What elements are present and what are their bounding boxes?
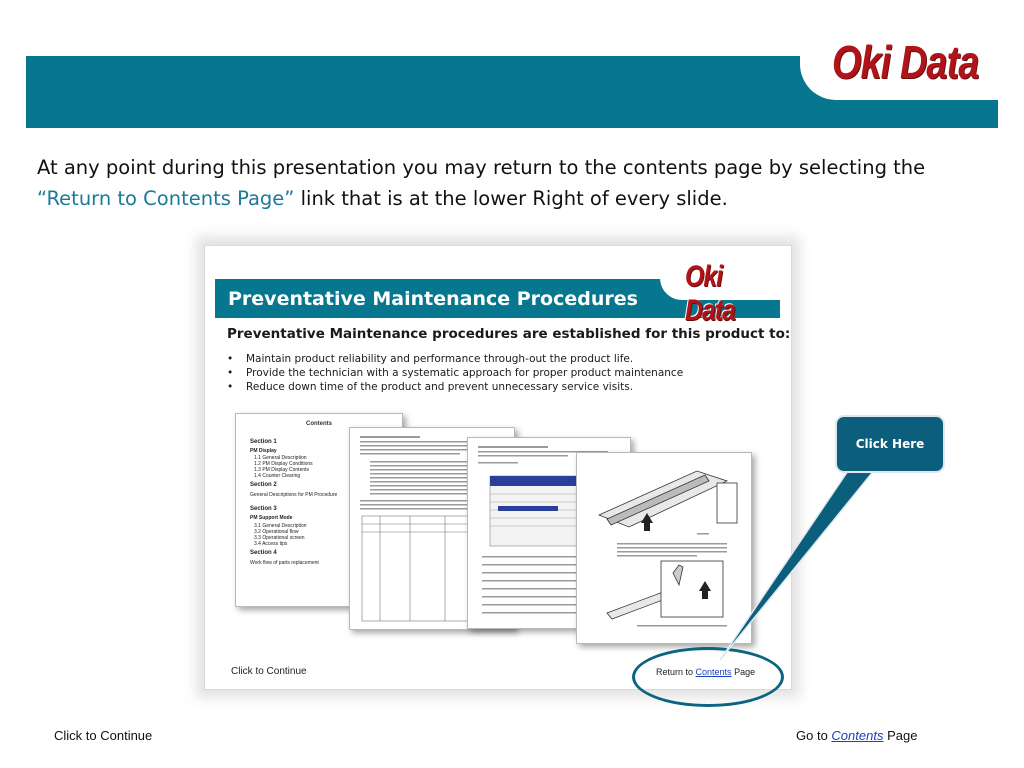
goto-contents-link: [796, 728, 917, 743]
toc-item: 3.1 General Description: [254, 523, 307, 529]
toc-item: 3.4 Access tips: [254, 541, 288, 547]
toc-section-heading: Section 1: [250, 439, 277, 445]
click-here-button[interactable]: Click Here: [855, 437, 925, 451]
toc-item: 3.3 Operational screen: [254, 535, 305, 541]
slide-subtitle: Preventative Maintenance procedures are established for this product to:: [227, 326, 791, 342]
contents-page-title: Contents: [306, 421, 332, 427]
toc-section-heading: Section 4: [250, 550, 277, 556]
goto-prefix: Go to: [796, 728, 832, 743]
intro-text: [37, 152, 997, 214]
toc-item: 3.2 Operational flow: [254, 529, 299, 535]
toc-item: 1.1 General Description: [254, 455, 307, 461]
slide-oki-data-logo: Oki Data: [685, 260, 736, 327]
oki-data-logo: Oki Data: [832, 36, 979, 88]
slide-bullet: • Maintain product reliability and performance through-out the product life.: [227, 352, 683, 366]
toc-section-sub: General Descriptions for PM Procedure: [250, 492, 338, 498]
toc-item: 1.4 Counter Clearing: [254, 473, 301, 479]
slide-bullet: • Provide the technician with a systematic approach for proper product maintenance: [227, 366, 683, 380]
slide-return-contents-link: Contents: [695, 667, 732, 677]
toc-section-sub: PM Display: [250, 448, 277, 454]
toc-item: 1.3 PM Display Contents: [254, 467, 310, 473]
intro-text-before: At any point during this presentation you may return to the contents page by selecting the: [37, 156, 926, 179]
intro-text-after: link that is at the lower Right of every slide.: [294, 187, 728, 210]
slide-bullet: • Reduce down time of the product and prevent unnecessary service visits.: [227, 380, 683, 394]
toc-item: 1.2 PM Display Conditions: [254, 461, 313, 467]
intro-link-phrase: “Return to Contents Page”: [37, 187, 295, 210]
contents-link[interactable]: Contents: [831, 728, 884, 743]
continue-link[interactable]: Click to Continue: [54, 728, 153, 743]
callout-pointer: [720, 468, 876, 660]
goto-suffix: Page: [883, 728, 918, 743]
slide-continue-label: Click to Continue: [231, 666, 307, 677]
toc-section-heading: Section 3: [250, 506, 277, 512]
slide-bullets: [227, 352, 683, 394]
slide-title: Preventative Maintenance Procedures: [228, 288, 638, 310]
slide-return-suffix: Page: [731, 667, 756, 677]
toc-section-heading: Section 2: [250, 482, 277, 488]
slide-return-prefix: Return to: [656, 667, 696, 677]
toc-section-sub: Work flow of parts replacement: [250, 560, 319, 566]
toc-section-sub: PM Support Mode: [250, 515, 293, 521]
